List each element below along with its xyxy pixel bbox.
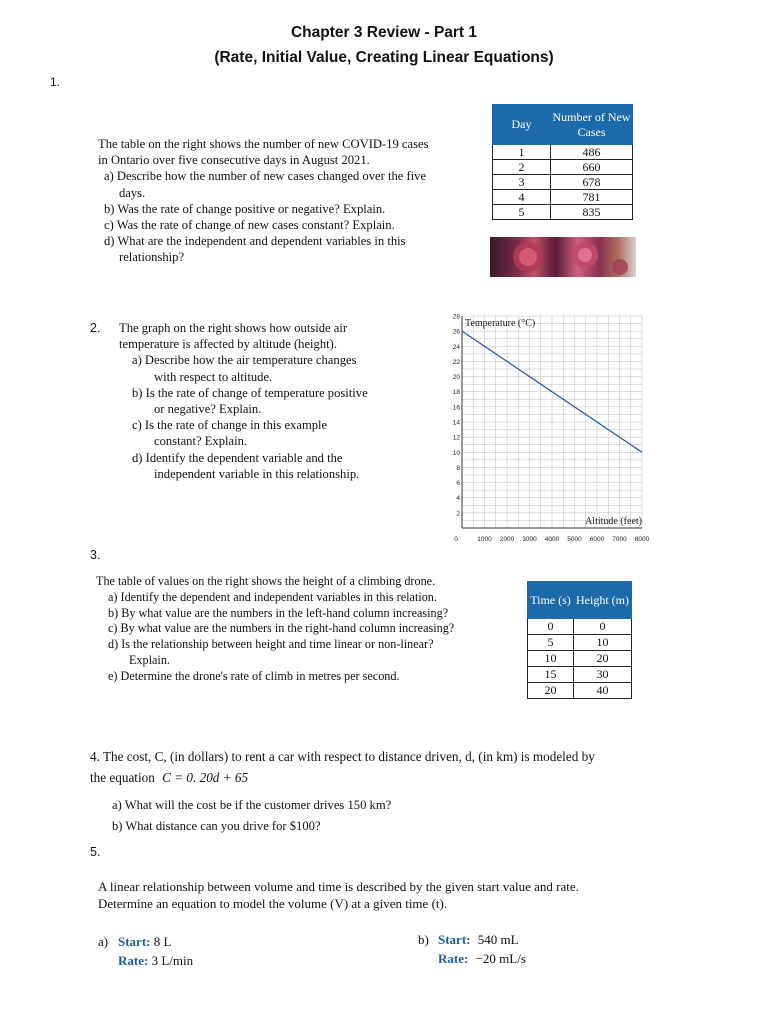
- q3-line: d) Is the relationship between height and time linear or non-linear?: [108, 637, 434, 652]
- q5-b-start-value: 540 mL: [477, 932, 519, 947]
- x-tick-label: 6000: [589, 536, 605, 543]
- q2-line: a) Describe how the air temperature changes: [132, 353, 357, 368]
- y-tick-label: 18: [452, 389, 460, 397]
- table-row: [493, 145, 633, 160]
- y-tick-label: 4: [456, 495, 460, 503]
- y-tick-label: 24: [452, 343, 460, 351]
- x-tick-label: 8000: [634, 536, 650, 543]
- x-tick-label: 5000: [567, 536, 582, 543]
- table-cell: 3: [493, 175, 551, 190]
- q2-line: temperature is affected by altitude (height).: [119, 337, 337, 352]
- q1-item: b) Was the rate of change positive or negative? Explain.: [104, 201, 386, 216]
- x-tick-label: 1000: [477, 536, 492, 543]
- table-cell: 678: [551, 175, 633, 190]
- question-5-number: 5.: [90, 845, 101, 859]
- covid-cases-table: [492, 104, 633, 220]
- q5-a-start-value: 8 L: [153, 934, 172, 949]
- q5-a-label: a): [98, 934, 109, 949]
- table-cell: 4: [493, 190, 551, 205]
- x-tick-label: 2000: [499, 536, 515, 543]
- q2-line: c) Is the rate of change in this example: [132, 418, 328, 433]
- x-tick-label: 7000: [612, 536, 627, 543]
- table-cell: 20: [528, 683, 574, 699]
- page-title: Chapter 3 Review - Part 1: [290, 24, 478, 41]
- q5-a-start-label: Start:: [118, 934, 151, 949]
- q2-line: d) Identify the dependent variable and the: [132, 450, 343, 465]
- q4-item: b) What distance can you drive for $100?: [112, 819, 321, 833]
- question-5-text: [98, 878, 758, 912]
- q2-line: or negative? Explain.: [154, 402, 262, 417]
- y-tick-label: 12: [452, 434, 460, 442]
- virus-illustration: [490, 237, 636, 277]
- q3-line: e) Determine the drone's rate of climb in metres per second.: [108, 668, 400, 683]
- table-row: [493, 175, 633, 190]
- y-tick-label: 6: [456, 480, 460, 488]
- q1-intro-line: The table on the right shows the number of new COVID-19 cases: [98, 137, 429, 151]
- q2-line: b) Is the rate of change of temperature positive: [132, 385, 368, 400]
- q1-item: d) What are the independent and dependent variables in this: [104, 234, 406, 249]
- question-2-text: [90, 320, 435, 482]
- q2-line: with respect to altitude.: [154, 369, 273, 384]
- table-cell: 2: [493, 160, 551, 175]
- q1-intro-line: in Ontario over five consecutive days in August 2021.: [98, 153, 370, 168]
- y-tick-label: 20: [452, 374, 460, 382]
- table-cell: 10: [528, 651, 574, 667]
- table-cell: 40: [574, 683, 632, 699]
- table-row: [528, 651, 632, 667]
- q2-line: independent variable in this relationship.: [154, 466, 360, 481]
- table-cell: 5: [493, 205, 551, 220]
- q3-line: a) Identify the dependent and independent variables in this relation.: [108, 589, 437, 604]
- q5-part-b: [418, 930, 526, 968]
- q3-line: b) By what value are the numbers in the left-hand column increasing?: [108, 605, 449, 620]
- q5-intro-line: A linear relationship between volume and time is described by the given start value and rate.: [98, 879, 579, 894]
- table-cell: 0: [574, 619, 632, 635]
- table-row: [528, 683, 632, 699]
- x-tick-label: 4000: [544, 536, 560, 543]
- y-axis-label: Temperature (°C): [465, 318, 536, 329]
- q4-equation-line: [90, 767, 760, 788]
- question-3-number: 3.: [90, 548, 101, 562]
- q5-part-a: [98, 932, 193, 970]
- table-row: [493, 190, 633, 205]
- q1-item: relationship?: [119, 250, 185, 265]
- x-tick-label: 0: [454, 536, 458, 543]
- table-header-time: Time (s): [528, 582, 574, 619]
- question-1-number: 1.: [50, 75, 61, 89]
- q3-line: Explain.: [129, 652, 170, 667]
- q5-b-label: b): [418, 932, 429, 947]
- temperature-altitude-chart: [446, 310, 656, 546]
- table-cell: 10: [574, 635, 632, 651]
- virus-image: [490, 237, 636, 277]
- y-tick-label: 28: [452, 313, 460, 321]
- question-2-number: 2.: [90, 321, 101, 335]
- q2-line: constant? Explain.: [154, 434, 248, 449]
- table-cell: 486: [551, 145, 633, 160]
- q1-item: a) Describe how the number of new cases changed over the five: [104, 169, 427, 184]
- table-cell: 835: [551, 205, 633, 220]
- table-row: [493, 160, 633, 175]
- q4-item: a) What will the cost be if the customer drives 150 km?: [112, 798, 392, 812]
- q5-b-rate-value: −20 mL/s: [475, 951, 526, 966]
- table-row: [528, 619, 632, 635]
- x-tick-label: 3000: [522, 536, 537, 543]
- table-header-height: Height (m): [574, 582, 632, 619]
- drone-table: [527, 581, 632, 699]
- table-cell: 30: [574, 667, 632, 683]
- page-subtitle: (Rate, Initial Value, Creating Linear Equations): [214, 49, 554, 66]
- y-tick-label: 22: [452, 358, 460, 366]
- y-tick-label: 2: [456, 510, 460, 518]
- q4-equation: C = 0. 20d + 65: [162, 770, 249, 785]
- question-1-text: [98, 136, 490, 266]
- question-4-text: [90, 746, 760, 788]
- table-header-cases: Number of New Cases: [551, 105, 633, 145]
- q2-line: The graph on the right shows how outside air: [119, 321, 348, 335]
- table-row: [528, 635, 632, 651]
- table-cell: 20: [574, 651, 632, 667]
- table-cell: 660: [551, 160, 633, 175]
- y-tick-label: 10: [452, 449, 460, 457]
- q5-b-start-label: Start:: [438, 932, 471, 947]
- table-row: [493, 205, 633, 220]
- q3-line: The table of values on the right shows the height of a climbing drone.: [96, 574, 436, 588]
- q1-item: days.: [119, 185, 146, 200]
- q1-item: c) Was the rate of change of new cases constant? Explain.: [104, 218, 395, 233]
- y-tick-label: 16: [452, 404, 460, 412]
- q5-a-rate-value: 3 L/min: [151, 953, 194, 968]
- table-header-day: Day: [493, 105, 551, 145]
- table-row: [528, 667, 632, 683]
- y-tick-label: 8: [456, 464, 460, 472]
- q3-line: c) By what value are the numbers in the right-hand column increasing?: [108, 621, 455, 636]
- question-3-text: [96, 574, 521, 685]
- y-tick-label: 14: [452, 419, 460, 427]
- table-cell: 5: [528, 635, 574, 651]
- q5-intro-line: Determine an equation to model the volume (V) at a given time (t).: [98, 896, 448, 911]
- q4-line: 4. The cost, C, (in dollars) to rent a car with respect to distance driven, d, (in km) is modeled by: [90, 749, 595, 764]
- q4-equation-prefix: the equation: [90, 770, 155, 785]
- question-4-items: [112, 795, 391, 837]
- y-tick-label: 26: [452, 328, 460, 336]
- table-cell: 781: [551, 190, 633, 205]
- q5-b-rate-label: Rate:: [438, 951, 469, 966]
- table-cell: 1: [493, 145, 551, 160]
- q5-a-rate-label: Rate:: [118, 953, 149, 968]
- x-axis-label: Altitude (feet): [585, 516, 642, 527]
- table-cell: 15: [528, 667, 574, 683]
- table-cell: 0: [528, 619, 574, 635]
